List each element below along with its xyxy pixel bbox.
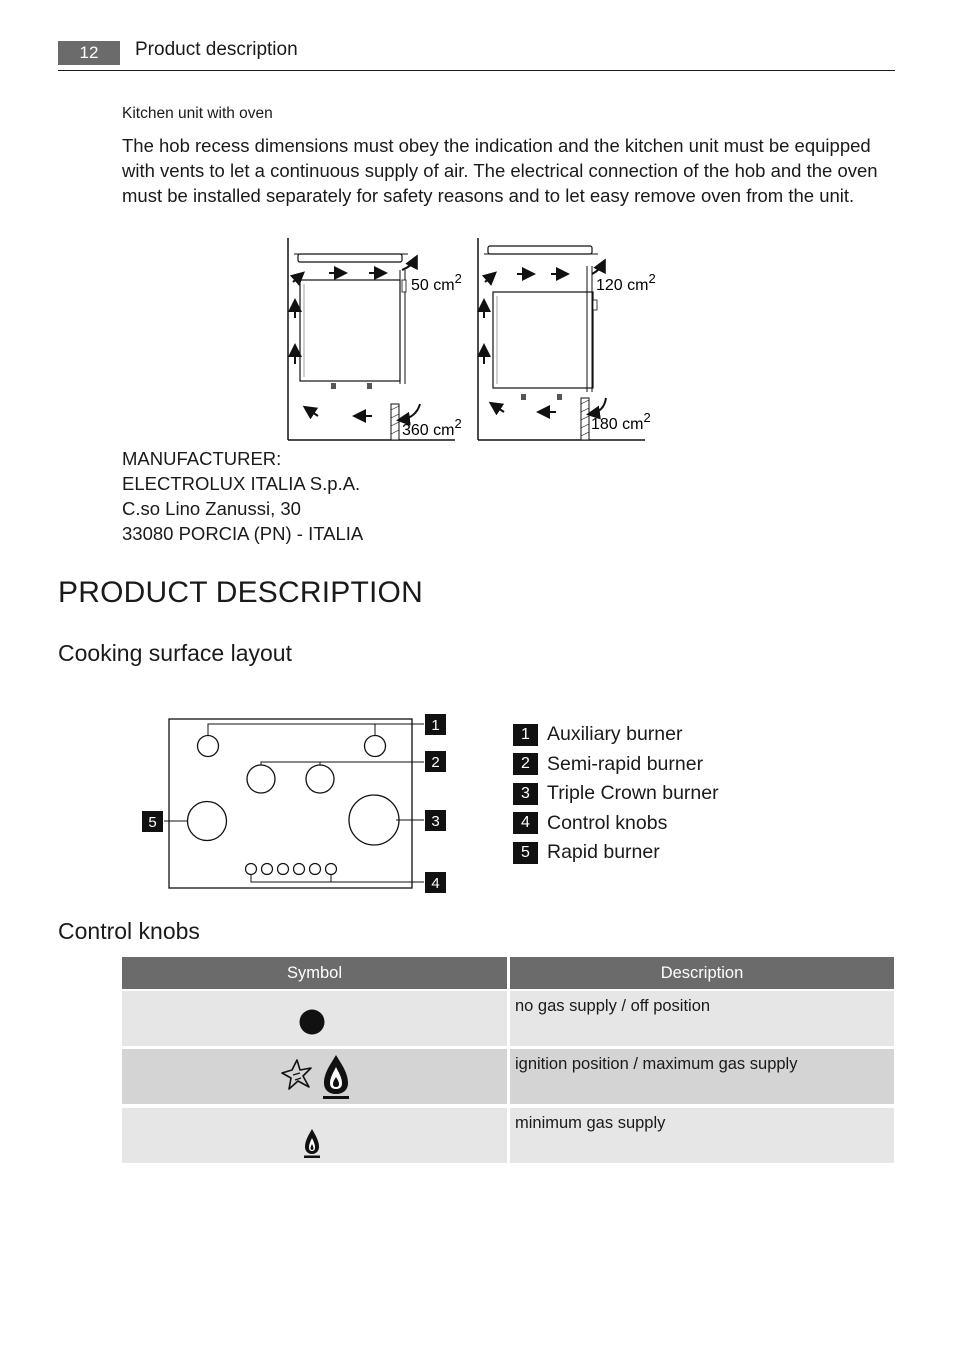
cooking-surface-title: Cooking surface layout <box>58 640 292 666</box>
description-cell: minimum gas supply <box>510 1108 894 1163</box>
vent-label-360: 360 $cm^2$ <box>402 416 462 439</box>
table-header-description: Description <box>510 957 894 989</box>
triple-crown-burner <box>349 795 399 845</box>
svg-text:2: 2 <box>431 754 440 771</box>
auxiliary-burner-right <box>365 736 386 757</box>
svg-text:5: 5 <box>148 814 157 831</box>
legend-item-rapid <box>513 838 719 868</box>
semi-rapid-burner-right <box>306 765 334 793</box>
legend-number: 3 <box>513 783 538 805</box>
header-section-title: Product description <box>135 39 298 60</box>
legend-label: Rapid burner <box>547 841 660 864</box>
callout-3 <box>425 810 446 831</box>
legend-label: Auxiliary burner <box>547 723 683 746</box>
page-number: 12 <box>58 41 120 65</box>
large-flame-icon <box>321 1053 351 1101</box>
burner-legend <box>513 720 719 868</box>
filled-circle-icon <box>298 1008 326 1036</box>
svg-text:4: 4 <box>431 875 440 892</box>
auxiliary-burner-left <box>198 736 219 757</box>
legend-item-semi-rapid <box>513 750 719 780</box>
symbol-cell <box>122 1049 507 1104</box>
table-row <box>122 991 894 1046</box>
table-row <box>122 1108 894 1163</box>
legend-number: 5 <box>513 842 538 864</box>
rapid-burner <box>188 802 227 841</box>
header-divider <box>58 70 895 71</box>
svg-text:1: 1 <box>431 717 440 734</box>
vent-label-50: 50 $cm^2$ <box>411 271 462 294</box>
small-flame-icon <box>303 1127 321 1159</box>
callout-2 <box>425 751 446 772</box>
cooking-surface-diagram <box>138 710 458 900</box>
legend-label: Control knobs <box>547 811 668 834</box>
table-row <box>122 1049 894 1104</box>
symbol-cell <box>122 1108 507 1163</box>
svg-text:3: 3 <box>431 813 440 830</box>
legend-item-triple-crown <box>513 779 719 809</box>
vent-label-180: 180 $cm^2$ <box>591 410 651 433</box>
callout-4 <box>425 872 446 893</box>
manufacturer-label: MANUFACTURER: <box>122 448 282 469</box>
legend-number: 2 <box>513 753 538 775</box>
kitchen-unit-paragraph: The hob recess dimensions must obey the indication and the kitchen unit must be equipped with vents to let a continuous supply of air. The electrical connection of the hob and the oven must be installed separately for safety reasons and to let easy remove oven from the unit. <box>122 135 878 206</box>
legend-label: Triple Crown burner <box>547 782 719 805</box>
callout-5 <box>142 811 163 832</box>
legend-label: Semi-rapid burner <box>547 752 704 775</box>
control-knobs-table <box>122 957 894 1165</box>
legend-number: 1 <box>513 724 538 746</box>
spark-icon <box>279 1057 315 1093</box>
description-cell: no gas supply / off position <box>510 991 894 1046</box>
legend-item-auxiliary <box>513 720 719 750</box>
ventilation-right-unit <box>478 238 656 440</box>
ventilation-left-unit <box>288 238 462 440</box>
legend-number: 4 <box>513 812 538 834</box>
control-knobs-title: Control knobs <box>58 918 200 944</box>
symbol-cell <box>122 991 507 1046</box>
description-cell: ignition position / maximum gas supply <box>510 1049 894 1104</box>
kitchen-unit-subheading: Kitchen unit with oven <box>122 105 273 122</box>
manufacturer-company: ELECTROLUX ITALIA S.p.A. <box>122 473 361 494</box>
manufacturer-block <box>122 446 363 546</box>
semi-rapid-burner-left <box>247 765 275 793</box>
table-header-symbol: Symbol <box>122 957 507 989</box>
vent-label-120: 120 $cm^2$ <box>596 271 656 294</box>
manufacturer-street: C.so Lino Zanussi, 30 <box>122 498 301 519</box>
ventilation-diagram <box>280 232 660 444</box>
legend-item-control-knobs <box>513 809 719 839</box>
manufacturer-city: 33080 PORCIA (PN) - ITALIA <box>122 523 364 544</box>
product-description-title: PRODUCT DESCRIPTION <box>58 576 423 609</box>
callout-1 <box>425 714 446 735</box>
